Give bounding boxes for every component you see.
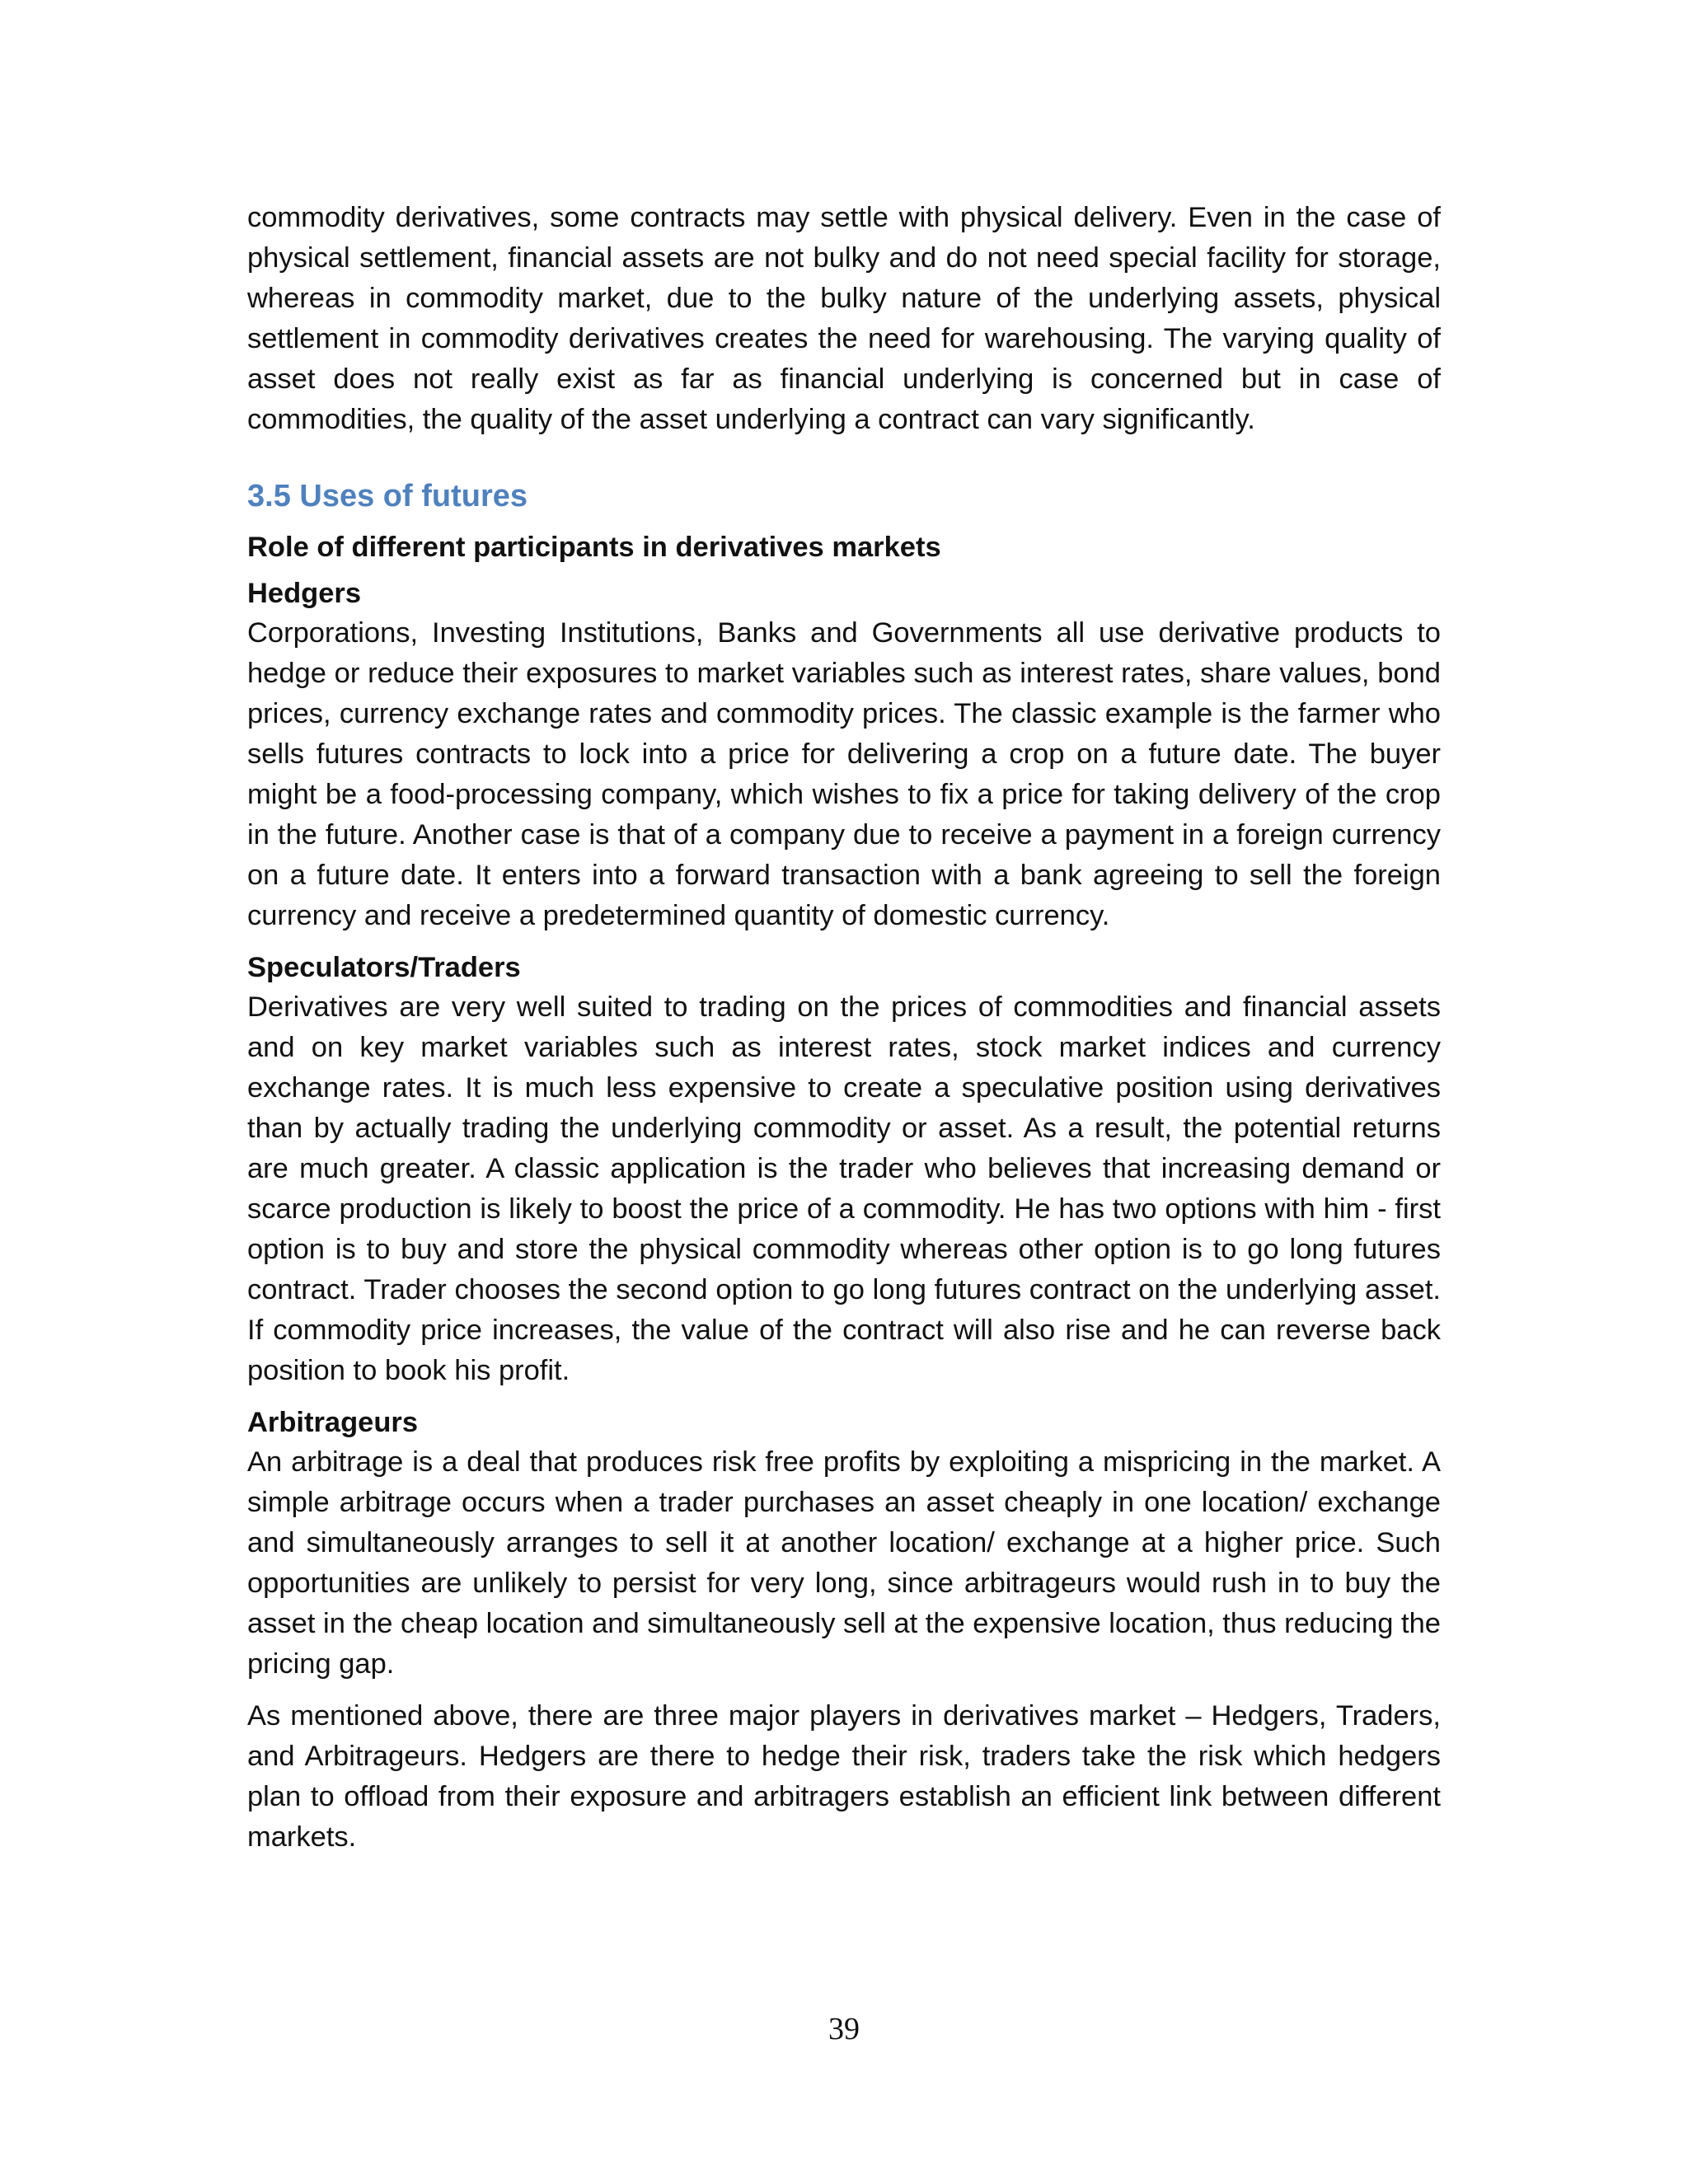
arbitrageurs-paragraph: An arbitrage is a deal that produces risk free profits by exploiting a mispricing in the market. A simple arbitrage occurs when a trader purchases an asset cheaply in one location/ exchange and simultaneously arranges to sell it at another location/ exchange at a higher price. Such opportunities are unlikely to persist for very long, since arbitrageurs would rush in to buy the asset in the cheap location and simultaneously sell at the expensive location, thus reducing the pricing gap.: [247, 1446, 1441, 1680]
page-number: 39: [828, 2012, 860, 2046]
intro-paragraph: commodity derivatives, some contracts may settle with physical delivery. Even in the case of physical settlement, financial assets are not bulky and do not need special facility for storage, whereas in commodity market, due to the bulky nature of the underlying assets, physical settlement in commodity derivatives creates the need for warehousing. The varying quality of asset does not really exist as far as financial underlying is concerned but in case of commodities, the quality of the asset underlying a contract can vary significantly.: [247, 202, 1441, 435]
summary-paragraph: As mentioned above, there are three major players in derivatives market – Hedgers, Traders, and Arbitrageurs. Hedgers are there to hedge their risk, traders take the risk which hedgers plan to offload from their exposure and arbitragers establish an efficient link between different markets.: [247, 1700, 1441, 1853]
arbitrageurs-heading: Arbitrageurs: [247, 1407, 419, 1438]
section-subheading: Role of different participants in derivatives markets: [247, 532, 941, 563]
speculators-heading: Speculators/Traders: [247, 952, 521, 983]
hedgers-heading: Hedgers: [247, 578, 362, 609]
speculators-paragraph: Derivatives are very well suited to trading on the prices of commodities and financial assets and on key market variables such as interest rates, stock market indices and currency exchange rates. It is much less expensive to create a speculative position using derivatives than by actually trading the underlying commodity or asset. As a result, the potential returns are much greater. A classic application is the trader who believes that increasing demand or scarce production is likely to boost the price of a commodity. He has two options with him - first option is to buy and store the physical commodity whereas other option is to go long futures contract. Trader chooses the second option to go long futures contract on the underlying asset. If commodity price increases, the value of the contract will also rise and he can reverse back position to book his profit.: [247, 991, 1441, 1386]
hedgers-paragraph: Corporations, Investing Institutions, Banks and Governments all use derivative products to hedge or reduce their exposures to market variables such as interest rates, share values, bond prices, currency exchange rates and commodity prices. The classic example is the farmer who sells futures contracts to lock into a price for delivering a crop on a future date. The buyer might be a food-processing company, which wishes to fix a price for taking delivery of the crop in the future. Another case is that of a company due to receive a payment in a foreign currency on a future date. It enters into a forward transaction with a bank agreeing to sell the foreign currency and receive a predetermined quantity of domestic currency.: [247, 617, 1441, 931]
section-heading: 3.5 Uses of futures: [247, 479, 528, 513]
document-page: [247, 198, 1441, 1858]
